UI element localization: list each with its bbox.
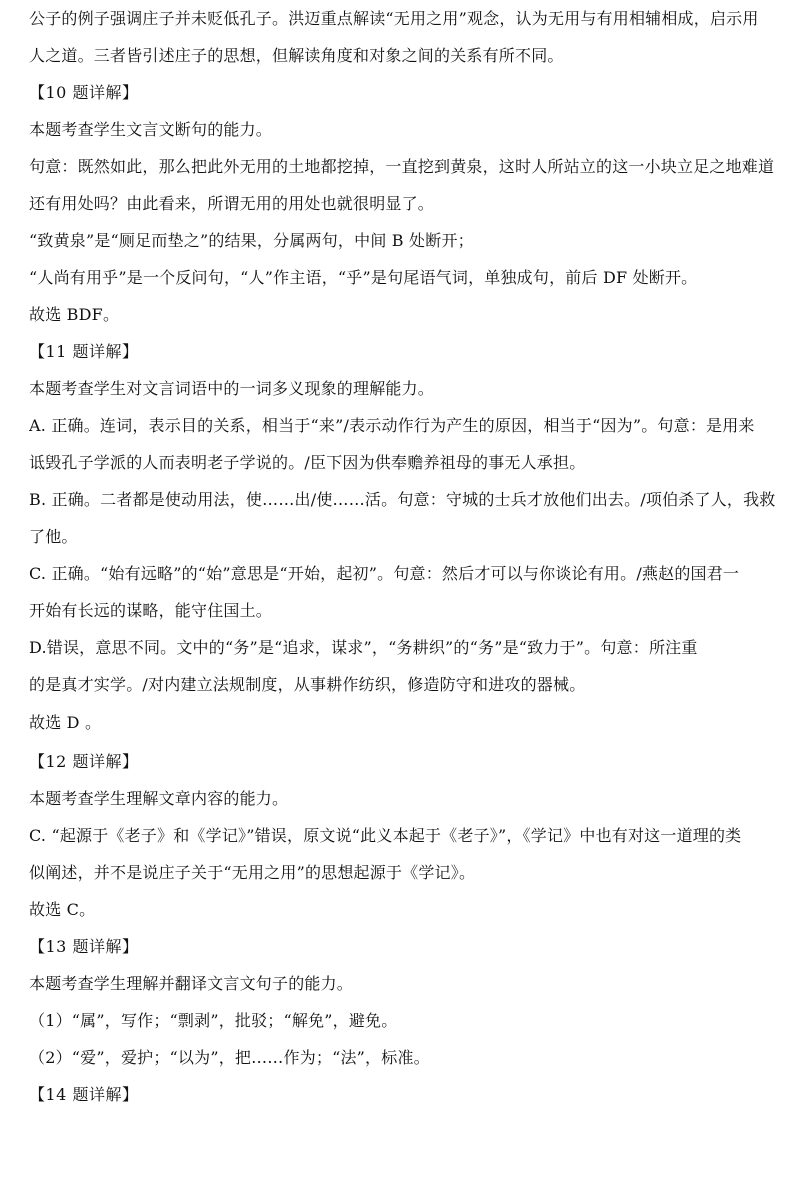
paragraph-line: “人尚有用乎”是一个反问句，“人”作主语，“乎”是句尾语气词，单独成句，前后 DF 处断开。 [29,268,698,287]
paragraph-line: 似阐述，并不是说庄子关于“无用之用”的思想起源于《学记》。 [29,863,476,882]
paragraph-line: C. 正确。“始有远略”的“始”意思是“开始，起初”。句意：然后才可以与你谈论有用。/燕赵的国君一 [29,564,740,583]
paragraph-line: （2）“爱”，爱护；“以为”，把……作为；“法”，标准。 [29,1048,430,1067]
paragraph-line: 诋毁孔子学派的人而表明老子学说的。/臣下因为供奉赡养祖母的事无人承担。 [29,453,586,472]
answer-line: 故选 BDF。 [29,305,120,324]
paragraph-line: B. 正确。二者都是使动用法，使……出/使……活。句意：守城的士兵才放他们出去。/项伯杀了人，我救 [29,490,776,509]
section-heading: 【10 题详解】 [29,83,139,102]
paragraph-line: 人之道。三者皆引述庄子的思想，但解读角度和对象之间的关系有所不同。 [29,46,564,65]
paragraph-line: “致黄泉”是“厕足而垫之”的结果，分属两句，中间 B 处断开； [29,231,474,250]
answer-line: 故选 D 。 [29,713,102,732]
paragraph-line: 还有用处吗？由此看来，所谓无用的用处也就很明显了。 [29,194,435,213]
paragraph-line: C. “起源于《老子》和《学记》”错误，原文说“此义本起于《老子》”，《学记》中也有对这一道理的类 [29,826,742,845]
paragraph-line: 的是真才实学。/对内建立法规制度，从事耕作纺织，修造防守和进攻的器械。 [29,675,586,694]
paragraph-line: 本题考查学生理解文章内容的能力。 [29,789,289,808]
paragraph-line: 本题考查学生文言文断句的能力。 [29,120,273,139]
paragraph-line: D.错误，意思不同。文中的“务”是“追求，谋求”，“务耕织”的“务”是“致力于”。句意：所注重 [29,638,698,657]
paragraph-line: 句意：既然如此，那么把此外无用的土地都挖掉，一直挖到黄泉，这时人所站立的这一小块立足之地难道 [29,157,775,176]
paragraph-line: 本题考查学生理解并翻译文言文句子的能力。 [29,974,354,993]
paragraph-line: 开始有长远的谋略，能守住国土。 [29,601,273,620]
section-heading: 【13 题详解】 [29,937,139,956]
paragraph-line: 本题考查学生对文言词语中的一词多义现象的理解能力。 [29,379,435,398]
section-heading: 【12 题详解】 [29,752,139,771]
answer-line: 故选 C。 [29,900,96,919]
paragraph-line: 了他。 [29,527,78,546]
paragraph-line: A. 正确。连词，表示目的关系，相当于“来”/表示动作行为产生的原因，相当于“因为”。句意：是用来 [29,416,755,435]
paragraph-line: 公子的例子强调庄子并未贬低孔子。洪迈重点解读“无用之用”观念，认为无用与有用相辅相成，启示用 [29,9,759,28]
section-heading: 【14 题详解】 [29,1085,139,1104]
section-heading: 【11 题详解】 [29,342,139,361]
paragraph-line: （1）“属”，写作；“剽剥”，批驳；“解免”，避免。 [29,1011,398,1030]
